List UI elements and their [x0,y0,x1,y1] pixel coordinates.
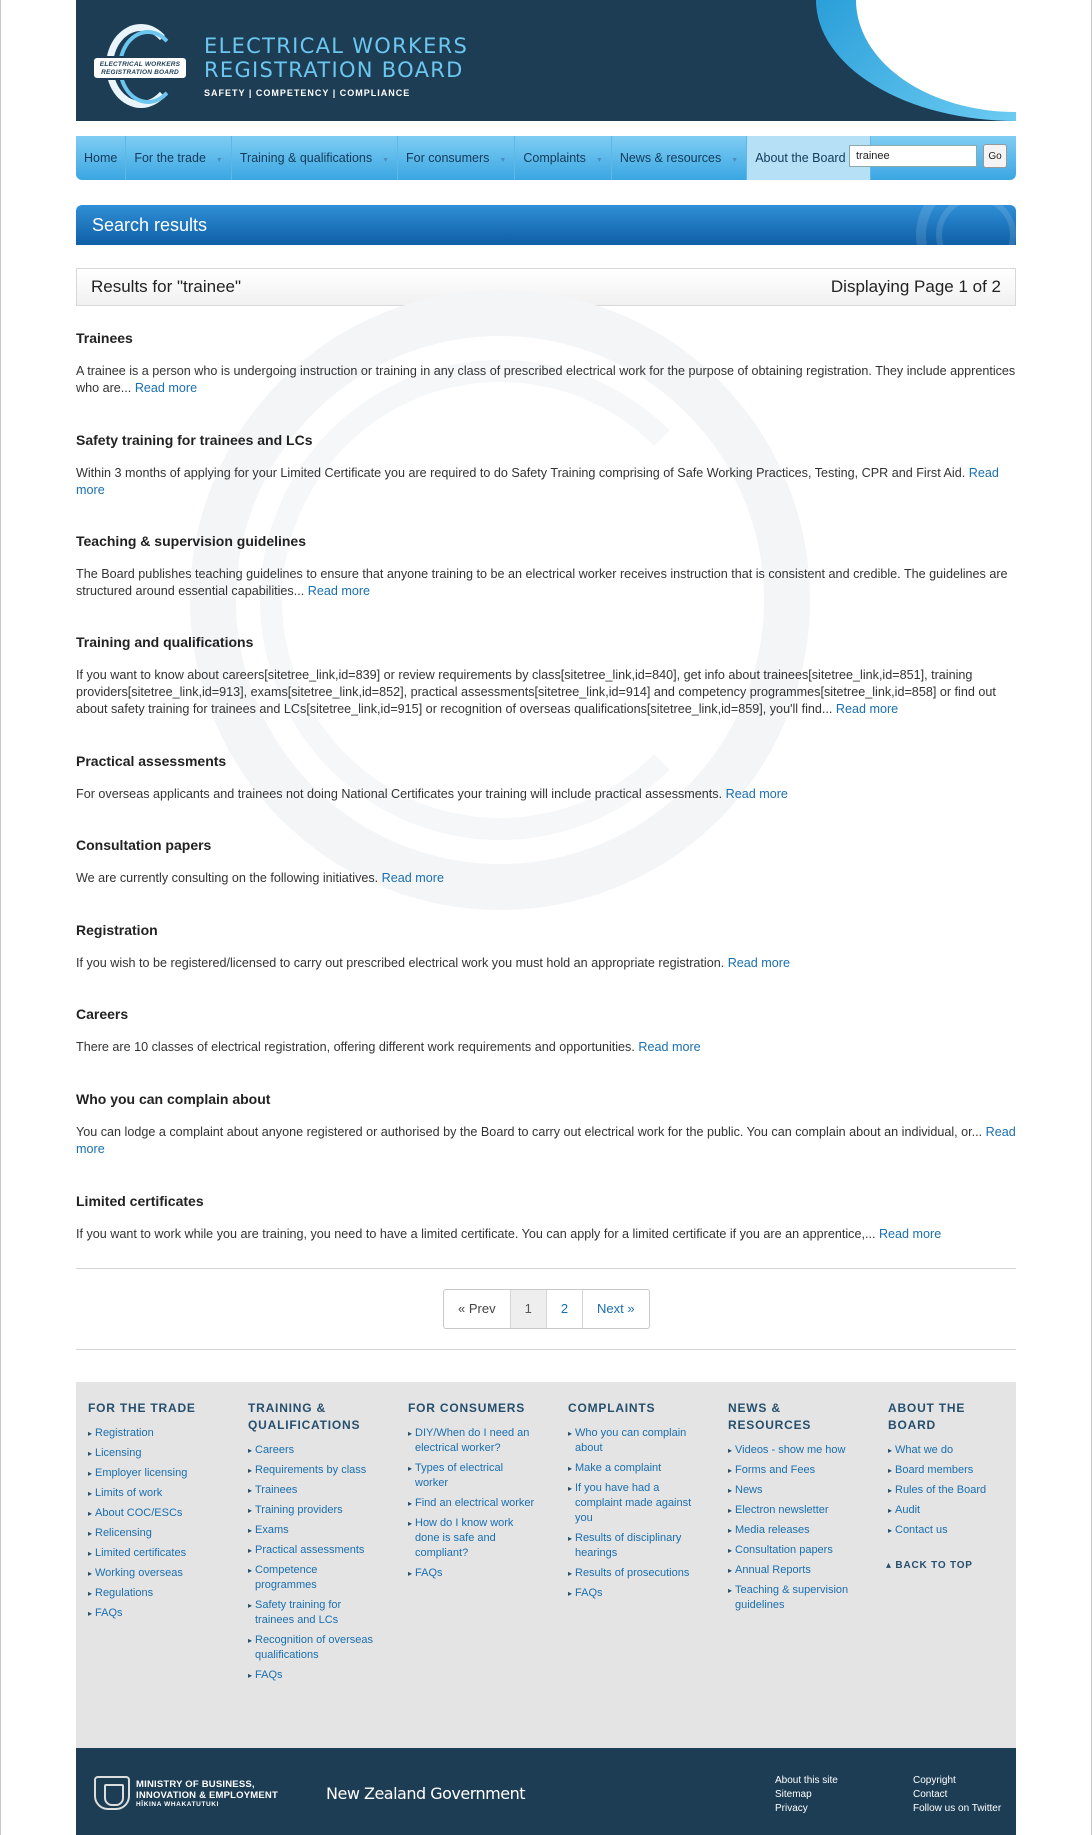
result-snippet [76,786,1016,803]
footer-link[interactable]: ▸ FAQs [568,1586,698,1601]
footer-link[interactable]: ▸ What we do [888,1443,1008,1458]
read-more-link[interactable]: Read more [835,702,899,716]
footer-link[interactable]: ▸ Regulations [88,1586,238,1601]
caret-down-icon: ▼ [382,157,390,164]
footer-link[interactable]: ▸ Rules of the Board [888,1483,1008,1498]
result-title[interactable]: Teaching & supervision guidelines [76,533,307,549]
caret-down-icon: ▼ [499,157,507,164]
bottom-link-sitemap[interactable]: Sitemap [775,1789,812,1800]
nav-item-label: News & resources [619,151,722,165]
pager-prev-button[interactable]: « Prev [444,1290,511,1328]
footer-link-list [408,1426,538,1581]
bottom-link-contact[interactable]: Contact [913,1789,948,1800]
footer-col-heading[interactable]: FOR CONSUMERS [408,1401,526,1415]
result-title[interactable]: Careers [76,1006,129,1022]
result-title[interactable]: Registration [76,922,158,938]
bottom-link-privacy[interactable]: Privacy [775,1803,808,1814]
footer-link[interactable]: ▸ Teaching & supervision guidelines [728,1583,858,1613]
result-snippet-text: We are currently consulting on the following initiatives. [76,871,379,885]
nav-item-complaints[interactable] [515,136,611,180]
footer-col-heading[interactable]: COMPLAINTS [568,1401,656,1415]
footer-link-list [568,1426,698,1601]
search-result [76,432,1016,499]
result-title[interactable]: Limited certificates [76,1193,204,1209]
result-title[interactable]: Trainees [76,330,133,346]
read-more-link[interactable]: Read more [878,1227,942,1241]
result-snippet [76,1124,1016,1158]
nav-item-label: Complaints [523,151,586,165]
pager-page-2[interactable]: 2 [547,1290,583,1328]
mbie-logo[interactable]: MINISTRY OF BUSINESS, INNOVATION & EMPLOYMENT HĪKINA WHAKATUTUKI [94,1776,278,1810]
footer-link[interactable]: ▸ Careers [248,1443,378,1458]
bottom-link-about-this-site[interactable]: About this site [775,1775,838,1786]
result-snippet-text: The Board publishes teaching guidelines to ensure that anyone training to be an electrical worker receives instruction that is consistent and credible. The guidelines are structured around essential capabilities... [76,567,1008,598]
result-snippet [76,566,1016,600]
footer-link[interactable]: ▸ Licensing [88,1446,238,1461]
result-snippet-text: If you want to work while you are training, you need to have a limited certificate. You can apply for a limited certificate if you are an apprentice,... [76,1227,876,1241]
nav-item-for-the-trade[interactable] [126,136,232,180]
nav-item-label: Training & qualifications [239,151,373,165]
bottom-links-col1 [775,1774,838,1816]
footer-col-about-the-board [888,1400,1008,1543]
site-title[interactable] [204,34,468,82]
footer-link[interactable]: ▸ Safety training for trainees and LCs [248,1598,378,1628]
footer-link[interactable]: ▸ Board members [888,1463,1008,1478]
footer-link[interactable]: ▸ Trainees [248,1483,378,1498]
site-title-line2: REGISTRATION BOARD [204,58,464,82]
main-nav [76,136,1016,180]
nav-item-news-resources[interactable] [612,136,747,180]
footer-link[interactable]: ▸ Audit [888,1503,1008,1518]
footer-link[interactable]: ▸ Exams [248,1523,378,1538]
result-snippet-text: For overseas applicants and trainees not doing National Certificates your training will include practical assessments. [76,787,723,801]
result-snippet [76,870,1016,887]
read-more-link[interactable]: Read more [134,381,198,395]
result-snippet-text: Within 3 months of applying for your Limited Certificate you are required to do Safety Training comprising of Safe Working Practices, Testing, CPR and First Aid. [76,466,966,480]
nz-crest-icon [94,1776,130,1810]
footer-col-complaints [568,1400,698,1606]
footer-link-list [88,1426,238,1621]
footer-link[interactable]: ▸ News [728,1483,858,1498]
footer-link[interactable]: ▸ Recognition of overseas qualifications [248,1633,378,1663]
nav-item-for-consumers[interactable] [398,136,515,180]
footer-link-list [728,1443,858,1613]
caret-down-icon: ▼ [215,157,223,164]
footer-link[interactable]: ▸ FAQs [248,1668,378,1683]
footer-col-for-consumers [408,1400,538,1586]
result-snippet-text: If you wish to be registered/licensed to carry out prescribed electrical work you must hold an appropriate registration. [76,956,725,970]
footer-link[interactable]: ▸ Employer licensing [88,1466,238,1481]
read-more-link[interactable]: Read more [725,787,788,801]
read-more-link[interactable]: Read more [381,871,444,885]
nav-item-label: For the trade [134,151,206,165]
header-swoosh-cut [856,0,1016,112]
nav-item-training-qualifications[interactable] [232,136,398,180]
search-result [76,634,1016,718]
site-title-line1: ELECTRICAL WORKERS [204,34,469,58]
result-snippet-text: There are 10 classes of electrical registration, offering different work requirements and opportunities. [76,1040,635,1054]
footer-bottom-bar [76,1748,1016,1835]
footer-link-list [248,1443,378,1683]
footer-link[interactable]: ▸ About COC/ESCs [88,1506,238,1521]
nav-item-home[interactable] [76,136,126,180]
footer-link[interactable]: ▸ Who you can complain about [568,1426,698,1456]
caret-up-icon: ▴ [886,1560,892,1571]
footer-link[interactable]: ▸ Registration [88,1426,238,1441]
footer-link[interactable]: ▸ Limited certificates [88,1546,238,1561]
footer-link[interactable]: ▸ Limits of work [88,1486,238,1501]
result-snippet-text: You can lodge a complaint about anyone registered or authorised by the Board to carry out electrical work for the public. You can complain about an individual, or... [76,1125,983,1139]
bottom-link-follow-us-on-twitter[interactable]: Follow us on Twitter [913,1803,1002,1814]
search-result [76,533,1016,600]
result-snippet [76,955,1016,972]
search-result [76,330,1016,397]
footer-link[interactable]: ▸ Practical assessments [248,1543,378,1558]
nav-item-label: About the Board [755,151,846,165]
search-result [76,922,1016,972]
nav-item-label: For consumers [406,151,490,165]
results-summary-bar [76,268,1016,306]
result-title[interactable]: Safety training for trainees and LCs [76,432,313,448]
footer-link[interactable]: ▸ DIY/When do I need an electrical worker? [408,1426,538,1456]
footer-link[interactable]: ▸ How do I know work done is safe and compliant? [408,1516,538,1561]
footer-link[interactable]: ▸ Results of prosecutions [568,1566,698,1581]
page-heading-bar [76,205,1016,245]
result-title[interactable]: Practical assessments [76,753,227,769]
footer-link[interactable]: ▸ Results of disciplinary hearings [568,1531,698,1561]
read-more-link[interactable]: Read more [727,956,791,970]
results-for-label: Results for "trainee" [91,277,242,296]
results-divider [76,1268,1016,1269]
pagination-divider [76,1349,1016,1350]
pager-page-1[interactable]: 1 [511,1290,547,1328]
footer-link[interactable]: ▸ Electron newsletter [728,1503,858,1518]
read-more-link[interactable]: Read more [76,1125,1016,1156]
result-snippet-text: If you want to know about careers[sitetree_link,id=839] or review requirements by class[sitetree_link,id=840], get info about trainees[sitetree_link,id=851], training providers[sitetree_link,id=913], exams[sitetree_link,id=852], practical assessments[sitetree_link,id=914] and competency programmes[sitetree_link,id=858] or find out about safety training for trainees and LCs[sitetree_link,id=915] or recognition of overseas qualifications[sitetree_link,id=859], you'll find... [76,668,996,716]
footer-col-for-the-trade [88,1400,238,1626]
footer-link[interactable]: ▸ Relicensing [88,1526,238,1541]
search-input[interactable] [849,145,977,167]
footer-link[interactable]: ▸ Videos - show me how [728,1443,858,1458]
search-result [76,1193,1016,1243]
footer-col-heading[interactable]: ABOUT THE BOARD [888,1401,966,1432]
footer-sitemap [76,1382,1016,1748]
footer-link[interactable]: ▸ Contact us [888,1523,1008,1538]
result-snippet-text: A trainee is a person who is undergoing instruction or training in any class of prescribed electrical work for the purpose of obtaining registration. They include apprentices who are... [76,364,1016,395]
footer-col-news-resources [728,1400,858,1618]
decorative-rings-inner-icon [936,205,1016,245]
footer-col-training-qualifications [248,1400,378,1688]
bottom-links-col2 [913,1774,1001,1816]
nz-government-logo[interactable]: New Zealand Government [326,1784,526,1803]
site-header [76,0,1016,121]
result-snippet [76,363,1016,397]
footer-link[interactable]: ▸ FAQs [408,1566,538,1581]
footer-link[interactable]: ▸ Annual Reports [728,1563,858,1578]
footer-link[interactable]: ▸ Types of electrical worker [408,1461,538,1491]
logo-badge: ELECTRICAL WORKERS REGISTRATION BOARD [92,56,188,80]
back-to-top-link[interactable]: ▴ BACK TO TOP [886,1560,973,1571]
footer-link[interactable]: ▸ FAQs [88,1606,238,1621]
result-title[interactable]: Training and qualifications [76,634,254,650]
search-result [76,1091,1016,1158]
pagination [443,1289,650,1329]
footer-col-heading[interactable]: FOR THE TRADE [88,1401,196,1415]
result-title[interactable]: Consultation papers [76,837,212,853]
footer-link-list [888,1443,1008,1538]
nav-item-label: Home [84,151,118,165]
footer-link[interactable]: ▸ Find an electrical worker [408,1496,538,1511]
footer-link[interactable]: ▸ Competence programmes [248,1563,378,1593]
footer-link[interactable]: ▸ If you have had a complaint made against you [568,1481,698,1526]
footer-link[interactable]: ▸ Forms and Fees [728,1463,858,1478]
footer-link[interactable]: ▸ Media releases [728,1523,858,1538]
result-title[interactable]: Who you can complain about [76,1091,271,1107]
search-result [76,837,1016,887]
footer-link[interactable]: ▸ Working overseas [88,1566,238,1581]
site-tagline: SAFETY | COMPETENCY | COMPLIANCE [204,88,411,98]
search-go-button[interactable]: Go [983,144,1007,168]
read-more-link[interactable]: Read more [638,1040,701,1054]
footer-col-heading[interactable]: TRAINING & QUALIFICATIONS [248,1401,361,1432]
footer-link[interactable]: ▸ Consultation papers [728,1543,858,1558]
footer-link[interactable]: ▸ Make a complaint [568,1461,698,1476]
result-snippet [76,1039,1016,1056]
footer-link[interactable]: ▸ Training providers [248,1503,378,1518]
result-snippet [76,465,1016,499]
read-more-link[interactable]: Read more [76,466,999,497]
footer-col-heading[interactable]: NEWS & RESOURCES [728,1401,812,1432]
result-snippet [76,667,1016,718]
bottom-link-copyright[interactable]: Copyright [913,1775,956,1786]
page-title: Search results [92,215,208,235]
caret-down-icon: ▼ [595,157,603,164]
search-result [76,1006,1016,1056]
pager-next-button[interactable]: Next » [597,1301,635,1316]
page-count-label: Displaying Page 1 of 2 [830,277,1001,296]
search-result [76,753,1016,803]
footer-link[interactable]: ▸ Requirements by class [248,1463,378,1478]
read-more-link[interactable]: Read more [307,584,371,598]
caret-down-icon: ▼ [731,157,739,164]
result-snippet [76,1226,1016,1243]
